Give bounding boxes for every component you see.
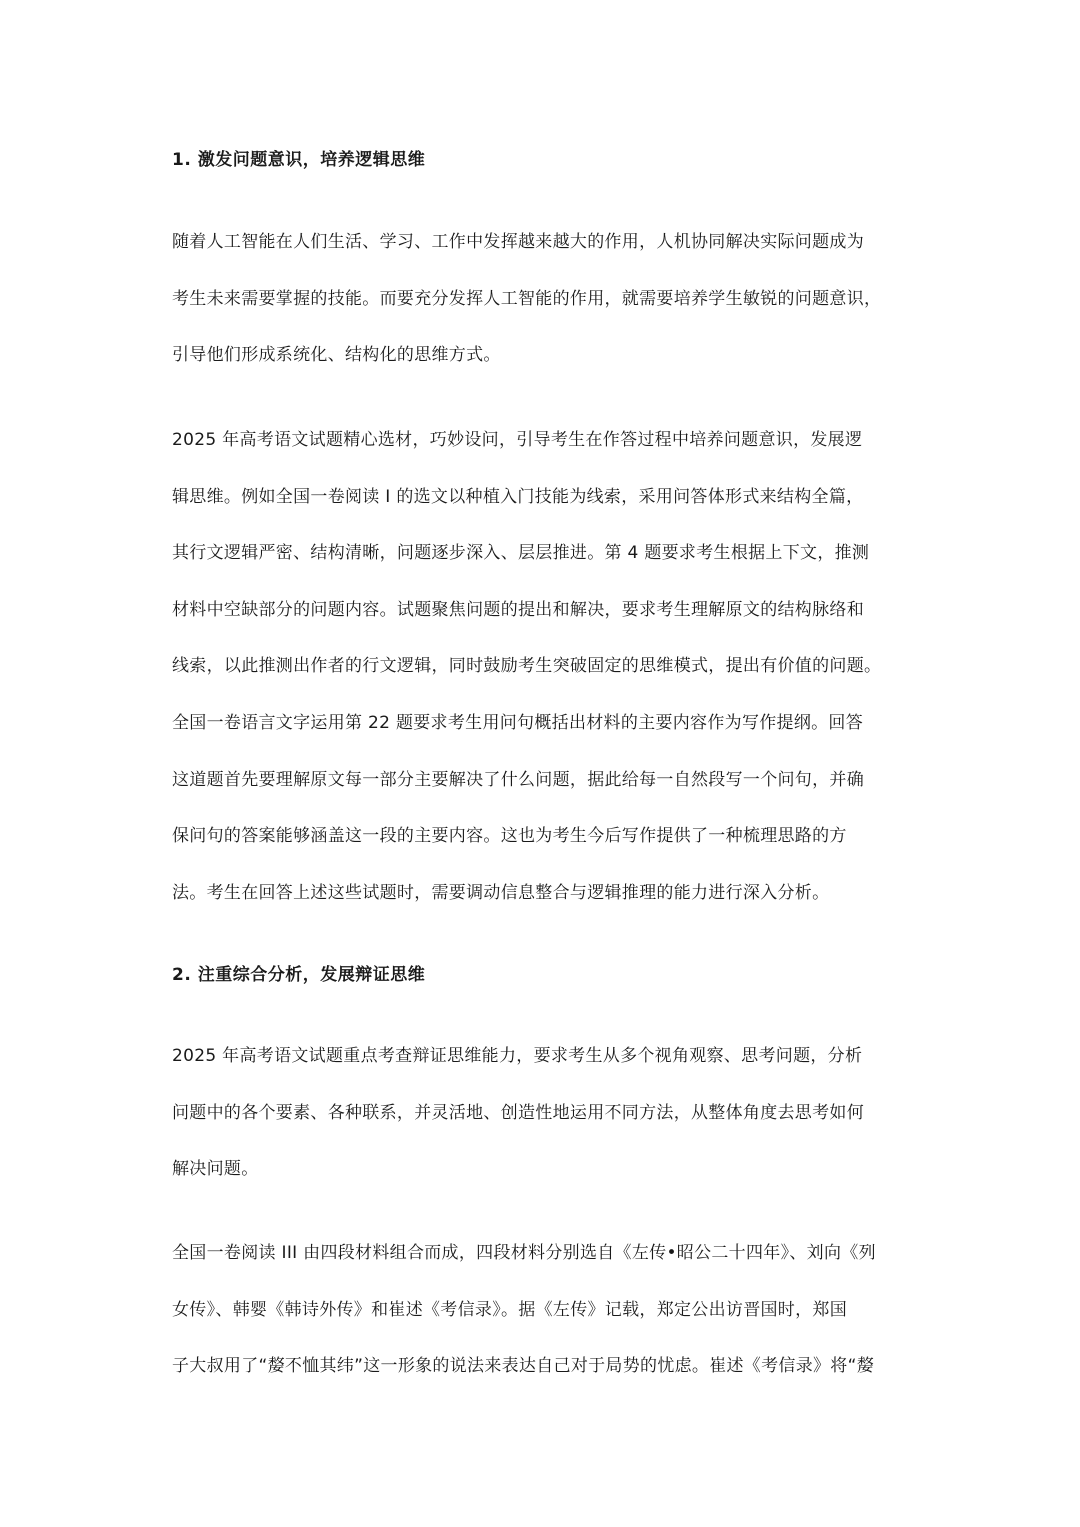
paragraph-1 xyxy=(172,230,912,400)
text-line: 线索，以此推测出作者的行文逻辑，同时鼓励考生突破固定的思维模式，提出有价值的问题。 xyxy=(172,656,882,677)
text-line: 法。考生在回答上述这些试题时，需要调动信息整合与逻辑推理的能力进行深入分析。 xyxy=(172,882,830,903)
text-line: 材料中空缺部分的问题内容。试题聚焦问题的提出和解决，要求考生理解原文的结构脉络和 xyxy=(172,599,864,620)
text-line: 问题中的各个要素、各种联系，并灵活地、创造性地运用不同方法，从整体角度去思考如何 xyxy=(172,1102,864,1123)
text-line: 子大叔用了“嫠不恤其纬”这一形象的说法来表达自己对于局势的忧虑。崔述《考信录》将“嫠 xyxy=(172,1356,875,1377)
section-heading-1: 1. 激发问题意识，培养逻辑思维 xyxy=(172,150,426,170)
text-line: 随着人工智能在人们生活、学习、工作中发挥越来越大的作用，人机协同解决实际问题成为 xyxy=(172,232,864,252)
paragraph-3 xyxy=(172,1044,912,1214)
text-line: 其行文逻辑严密、结构清晰，问题逐步深入、层层推进。第 4 题要求考生根据上下文，推测 xyxy=(172,543,870,564)
text-line: 解决问题。 xyxy=(172,1159,259,1180)
text-line: 女传》、韩婴《韩诗外传》和崔述《考信录》。据《左传》记载，郑定公出访晋国时，郑国 xyxy=(172,1299,847,1320)
text-line: 保问句的答案能够涵盖这一段的主要内容。这也为考生今后写作提供了一种梳理思路的方 xyxy=(172,826,847,847)
text-line: 2025 年高考语文试题重点考查辩证思维能力，要求考生从多个视角观察、思考问题，分析 xyxy=(172,1046,863,1066)
text-line: 辑思维。例如全国一卷阅读 I 的选文以种植入门技能为线索，采用问答体形式来结构全篇， xyxy=(172,486,864,507)
text-line: 引导他们形成系统化、结构化的思维方式。 xyxy=(172,345,501,366)
text-line: 全国一卷阅读 III 由四段材料组合而成，四段材料分别选自《左传•昭公二十四年》、刘向《列 xyxy=(172,1243,876,1263)
text-line: 考生未来需要掌握的技能。而要充分发挥人工智能的作用，就需要培养学生敏锐的问题意识， xyxy=(172,288,882,309)
section-heading-2: 2. 注重综合分析，发展辩证思维 xyxy=(172,965,426,985)
paragraph-4 xyxy=(172,1241,912,1411)
text-line: 这道题首先要理解原文每一部分主要解决了什么问题，据此给每一自然段写一个问句，并确 xyxy=(172,769,864,790)
paragraph-2 xyxy=(172,428,912,937)
text-line: 全国一卷语言文字运用第 22 题要求考生用问句概括出材料的主要内容作为写作提纲。回答 xyxy=(172,712,864,733)
text-line: 2025 年高考语文试题精心选材，巧妙设问，引导考生在作答过程中培养问题意识，发展逻 xyxy=(172,430,863,450)
